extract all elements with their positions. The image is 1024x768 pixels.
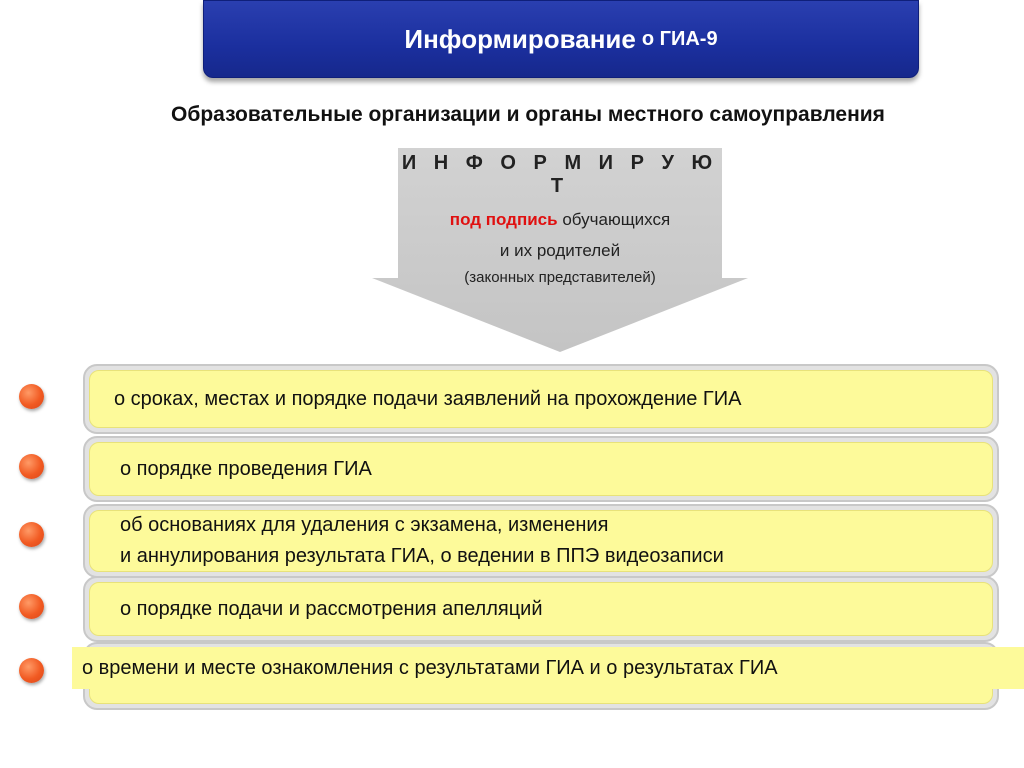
list-item-text: о порядке проведения ГИА [89, 442, 993, 496]
bullet-icon [19, 454, 44, 479]
list-item-line-1: об основаниях для удаления с экзамена, изменения [120, 514, 609, 536]
arrow-line-1-rest: обучающихся [557, 210, 671, 229]
arrow-line-3: (законных представителей) [464, 269, 656, 286]
arrow-line-2: и их родителей [499, 241, 621, 260]
subtitle: Образовательные организации и органы местного самоуправления [171, 103, 885, 126]
list-item-text: о времени и месте ознакомления с результатами ГИА и о результатах ГИА [72, 647, 1024, 689]
bullet-icon [19, 522, 44, 547]
list-item [83, 504, 999, 578]
bullet-icon [19, 658, 44, 683]
arrow-emphasis: под подпись [449, 210, 558, 229]
title-banner [203, 0, 919, 78]
title-small: о ГИА-9 [641, 27, 718, 50]
arrow-heading: И Н Ф О Р М И Р У Ю Т [401, 152, 719, 197]
list-item-text: о сроках, местах и порядке подачи заявлений на прохождение ГИА [89, 370, 993, 428]
list-item-line-2: и аннулирования результата ГИА, о ведении в ППЭ видеозаписи [120, 545, 724, 567]
list-item-text: о порядке подачи и рассмотрения апелляций [89, 582, 993, 636]
list-item [83, 436, 999, 502]
arrow-text [398, 152, 722, 290]
arrow-line-1 [398, 204, 722, 235]
bullet-icon [19, 594, 44, 619]
bullet-icon [19, 384, 44, 409]
title-main: Информирование [404, 23, 636, 54]
list-item [83, 576, 999, 642]
list-item-text [89, 510, 993, 572]
list-item [83, 364, 999, 434]
